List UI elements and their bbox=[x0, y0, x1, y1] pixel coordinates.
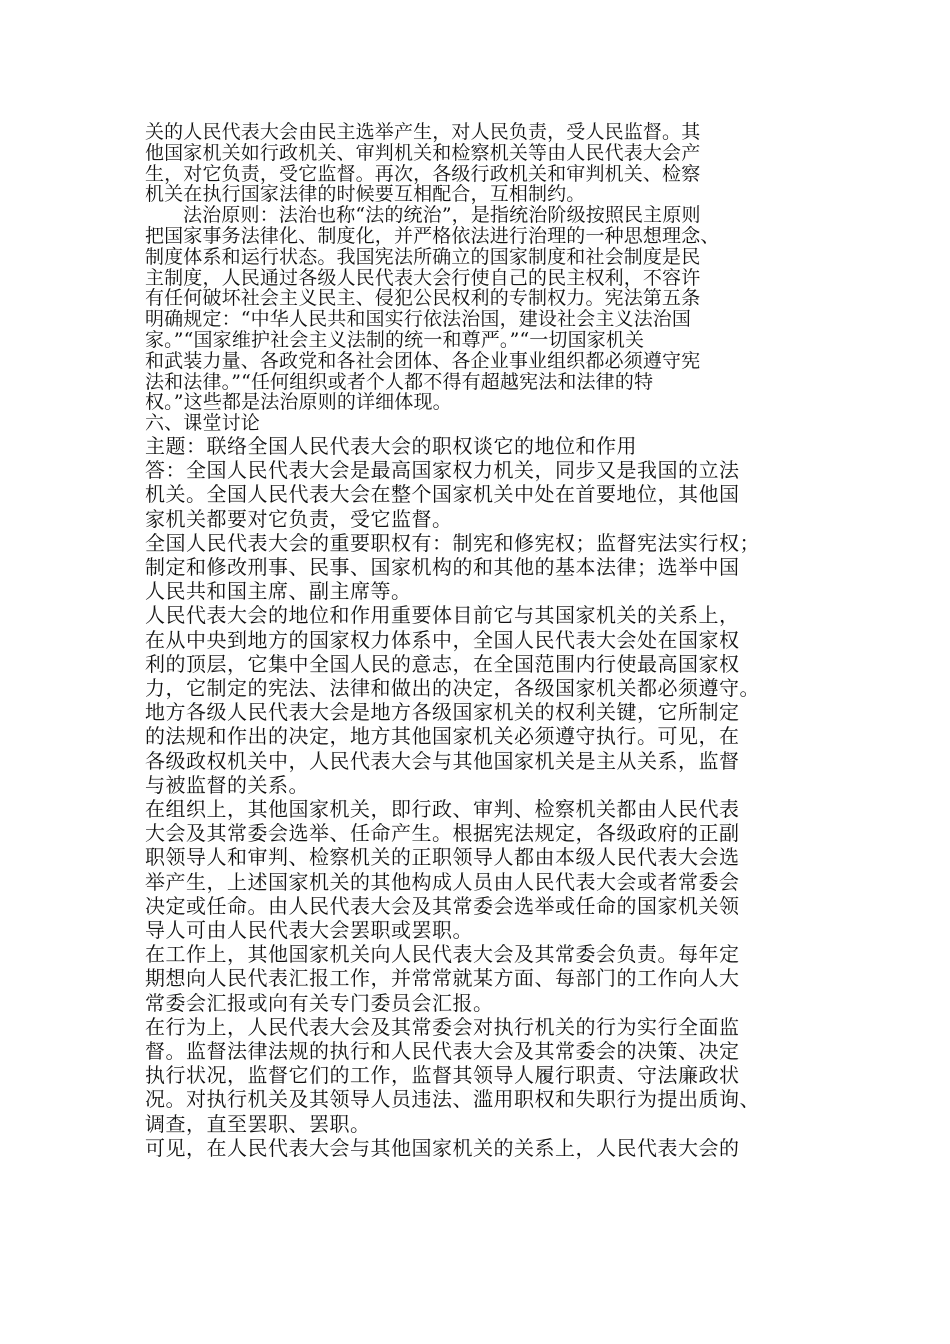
text-line: 执行状况，监督它们的工作，监督其领导人履行职责、守法廉政状 bbox=[145, 1063, 740, 1088]
text-line: 生，对它负责，受它监督。再次，各级行政机关和审判机关、检察 bbox=[145, 162, 701, 185]
text-line: 法治原则：法治也称“法的统治”，是指统治阶级按照民主原则 bbox=[183, 204, 701, 227]
section-constitution-principles bbox=[145, 122, 825, 434]
text-line: 人民代表大会的地位和作用重要体目前它与其国家机关的关系上， bbox=[145, 603, 740, 628]
text-line: 与被监督的关系。 bbox=[145, 772, 309, 797]
text-line: 利的顶层，它集中全国人民的意志，在全国范围内行使最高国家权 bbox=[145, 651, 740, 676]
text-line: 全国人民代表大会的重要职权有：制宪和修宪权；监督宪法实行权； bbox=[145, 530, 760, 555]
text-line: 举产生，上述国家机关的其他构成人员由人民代表大会或者常委会 bbox=[145, 869, 740, 894]
text-line: 督。监督法律法规的执行和人民代表大会及其常委会的决策、决定 bbox=[145, 1039, 740, 1064]
text-line: 明确规定：“中华人民共和国实行依法治国，建设社会主义法治国 bbox=[145, 308, 692, 331]
text-line: 主制度，人民通过各级人民代表大会行使自己的民主权利，不容许 bbox=[145, 266, 701, 289]
text-line: 调查，直至罢职、罢职。 bbox=[145, 1111, 371, 1136]
text-line: 把国家事务法律化、制度化，并严格依法进行治理的一种思想理念、 bbox=[145, 224, 720, 247]
text-line: 职领导人和审判、检察机关的正职领导人都由本级人民代表大会选 bbox=[145, 845, 740, 870]
text-line: 权。”这些都是法治原则的详细体现。 bbox=[145, 391, 452, 414]
text-line: 可见，在人民代表大会与其他国家机关的关系上，人民代表大会的 bbox=[145, 1135, 740, 1160]
text-line: 大会及其常委会选举、任命产生。根据宪法规定，各级政府的正副 bbox=[145, 821, 740, 846]
text-line: 他国家机关如行政机关、审判机关和检察机关等由人民代表大会产 bbox=[145, 141, 701, 164]
text-line: 导人可由人民代表大会罢职或罢职。 bbox=[145, 918, 473, 943]
text-line: 在从中央到地方的国家权力体系中，全国人民代表大会处在国家权 bbox=[145, 627, 740, 652]
text-line: 制度体系和运行状态。我国宪法所确立的国家制度和社会制度是民 bbox=[145, 245, 701, 268]
text-line: 决定或任命。由人民代表大会及其常委会选举或任命的国家机关领 bbox=[145, 893, 740, 918]
text-line: 在行为上，人民代表大会及其常委会对执行机关的行为实行全面监 bbox=[145, 1014, 740, 1039]
text-line: 在工作上，其他国家机关向人民代表大会及其常委会负责。每年定 bbox=[145, 942, 740, 967]
document-body bbox=[145, 122, 825, 1160]
text-line: 期想向人民代表汇报工作，并常常就某方面、每部门的工作向人大 bbox=[145, 966, 740, 991]
text-line: 和武装力量、各政党和各社会团体、各企业事业组织都必须遵守宪 bbox=[145, 349, 701, 372]
text-line: 人民共和国主席、副主席等。 bbox=[145, 579, 412, 604]
text-line: 机关在执行国家法律的时候要互相配合，互相制约。 bbox=[145, 183, 586, 206]
text-line: 家。”“国家维护社会主义法制的统一和尊严。”“一切国家机关 bbox=[145, 328, 645, 351]
text-line: 力，它制定的宪法、法律和做出的决定，各级国家机关都必须遵守。 bbox=[145, 675, 760, 700]
section-class-discussion bbox=[145, 434, 825, 1160]
discussion-topic: 主题：联络全国人民代表大会的职权谈它的地位和作用 bbox=[145, 433, 637, 458]
text-line: 制定和修改刑事、民事、国家机构的和其他的基本法律；选举中国 bbox=[145, 554, 740, 579]
text-line: 各级政权机关中，人民代表大会与其他国家机关是主从关系，监督 bbox=[145, 748, 740, 773]
text-line: 关的人民代表大会由民主选举产生，对人民负责，受人民监督。其 bbox=[145, 121, 701, 143]
section-heading: 六、课堂讨论 bbox=[145, 412, 260, 435]
text-line: 法和法律。”“任何组织或者个人都不得有超越宪法和法律的特 bbox=[145, 370, 654, 393]
text-line: 在组织上，其他国家机关，即行政、审判、检察机关都由人民代表 bbox=[145, 797, 740, 821]
text-line: 答：全国人民代表大会是最高国家权力机关，同步又是我国的立法 bbox=[145, 458, 740, 483]
text-line: 家机关都要对它负责，受它监督。 bbox=[145, 506, 453, 531]
text-line: 常委会汇报或向有关专门委员会汇报。 bbox=[145, 990, 494, 1015]
text-line: 况。对执行机关及其领导人员违法、滥用职权和失职行为提出质询、 bbox=[145, 1087, 760, 1112]
text-line: 地方各级人民代表大会是地方各级国家机关的权利关键，它所制定 bbox=[145, 700, 740, 725]
text-line: 机关。全国人民代表大会在整个国家机关中处在首要地位，其他国 bbox=[145, 482, 740, 507]
text-line: 有任何破坏社会主义民主、侵犯公民权利的专制权力。宪法第五条 bbox=[145, 287, 701, 310]
text-line: 的法规和作出的决定，地方其他国家机关必须遵守执行。可见，在 bbox=[145, 724, 740, 749]
